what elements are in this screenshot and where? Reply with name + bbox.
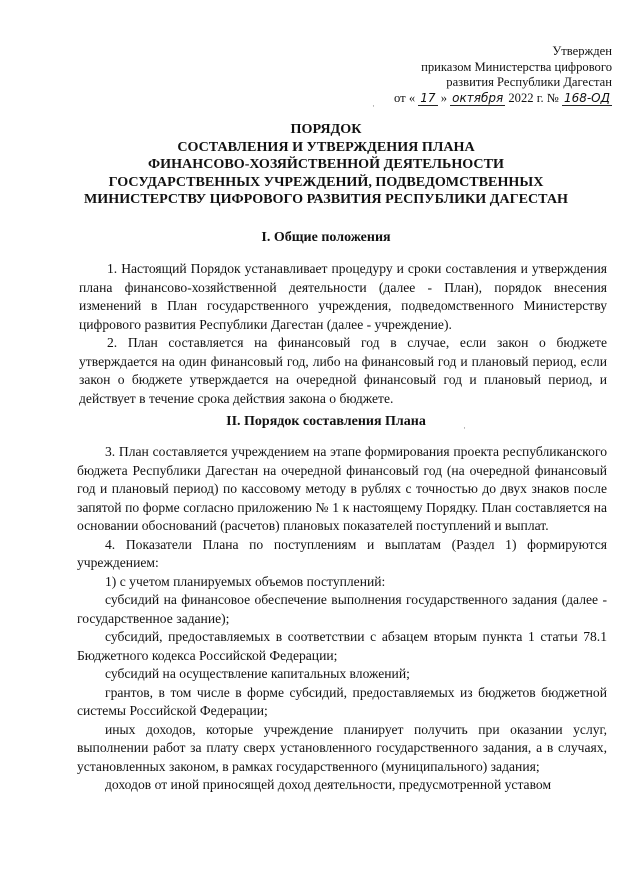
- title-line-5: МИНИСТЕРСТВУ ЦИФРОВОГО РАЗВИТИЯ РЕСПУБЛИКИ ДАГЕСТАН: [83, 191, 569, 207]
- date-year: 2022 г. №: [508, 90, 559, 105]
- approval-stamp: [394, 44, 612, 106]
- date-day-handwritten: 17: [420, 90, 436, 105]
- title-line-4: ГОСУДАРСТВЕННЫХ УЧРЕЖДЕНИЙ, ПОДВЕДОМСТВЕННЫХ: [108, 173, 544, 190]
- paragraph: субсидий на осуществление капитальных вложений;: [105, 666, 410, 681]
- document-title: [40, 121, 612, 209]
- section-1-body: [79, 260, 607, 408]
- paragraph: 4. Показатели Плана по поступлениям и выплатам (Раздел 1) формируются учреждением:: [77, 536, 607, 570]
- paragraph: субсидий на финансовое обеспечение выполнения государственного задания (далее - государственное задание);: [77, 592, 607, 626]
- date-prefix: от «: [394, 90, 416, 105]
- approval-date-line: [394, 91, 612, 107]
- approval-line-1: Утвержден: [552, 44, 612, 58]
- title-line-2: СОСТАВЛЕНИЯ И УТВЕРЖДЕНИЯ ПЛАНА: [177, 138, 475, 155]
- paragraph: 1) с учетом планируемых объемов поступлений:: [105, 573, 386, 589]
- date-mid: »: [440, 90, 448, 105]
- paragraph: доходов от иной приносящей доход деятельности, предусмотренной уставом: [105, 777, 552, 792]
- section-2-body: [77, 443, 607, 795]
- section-2-heading: II. Порядок составления Плана: [226, 414, 426, 429]
- paragraph: 1. Настоящий Порядок устанавливает процедуру и сроки составления и утверждения плана финансово-хозяйственной деятельности (далее - План), порядок внесения изменений в План государственного учреждения, подведомственного Министерству цифрового развития Республики Дагестан (далее - учреждение).: [79, 261, 607, 332]
- approval-line-2: приказом Министерства цифрового: [421, 59, 612, 74]
- section-1-heading: I. Общие положения: [261, 230, 391, 245]
- approval-line-3: развития Республики Дагестан: [446, 75, 612, 89]
- date-month-handwritten: октября: [452, 90, 504, 105]
- paragraph: 3. План составляется учреждением на этапе формирования проекта республиканского бюджета Республики Дагестан на очередной финансовый год (на очередной финансовый год и плановый период) по кассовому методу в рублях с точностью до двух знаков после запятой по форме согласно приложению № 1 к настоящему Порядку. План составляется на основании обоснований (расчетов) плановых показателей поступлений и выплат.: [77, 444, 607, 533]
- title-line-1: ПОРЯДОК: [290, 121, 362, 137]
- paragraph: 2. План составляется на финансовый год в случае, если закон о бюджете утверждается на один финансовый год, либо на финансовый год и плановый период, если закон о бюджете утверждается на очередной финансовый год и плановый период, и действует в течение срока действия закона о бюджете.: [79, 335, 607, 406]
- scan-speck: ·: [463, 423, 466, 433]
- order-number-handwritten: 168-ОД: [563, 90, 610, 105]
- scan-speck: ·: [372, 101, 375, 111]
- title-line-3: ФИНАНСОВО-ХОЗЯЙСТВЕННОЙ ДЕЯТЕЛЬНОСТИ: [148, 156, 504, 172]
- paragraph: иных доходов, которые учреждение планирует получить при оказании услуг, выполнении работ за плату сверх установленного государственного задания, а в случаях, установленных законом, в рамках государственного (муниципального) задания;: [77, 721, 607, 774]
- paragraph: субсидий, предоставляемых в соответствии с абзацем вторым пункта 1 статьи 78.1 Бюджетного кодекса Российской Федерации;: [77, 629, 607, 663]
- paragraph: грантов, в том числе в форме субсидий, предоставляемых из бюджетов бюджетной системы Российской Федерации;: [77, 684, 607, 718]
